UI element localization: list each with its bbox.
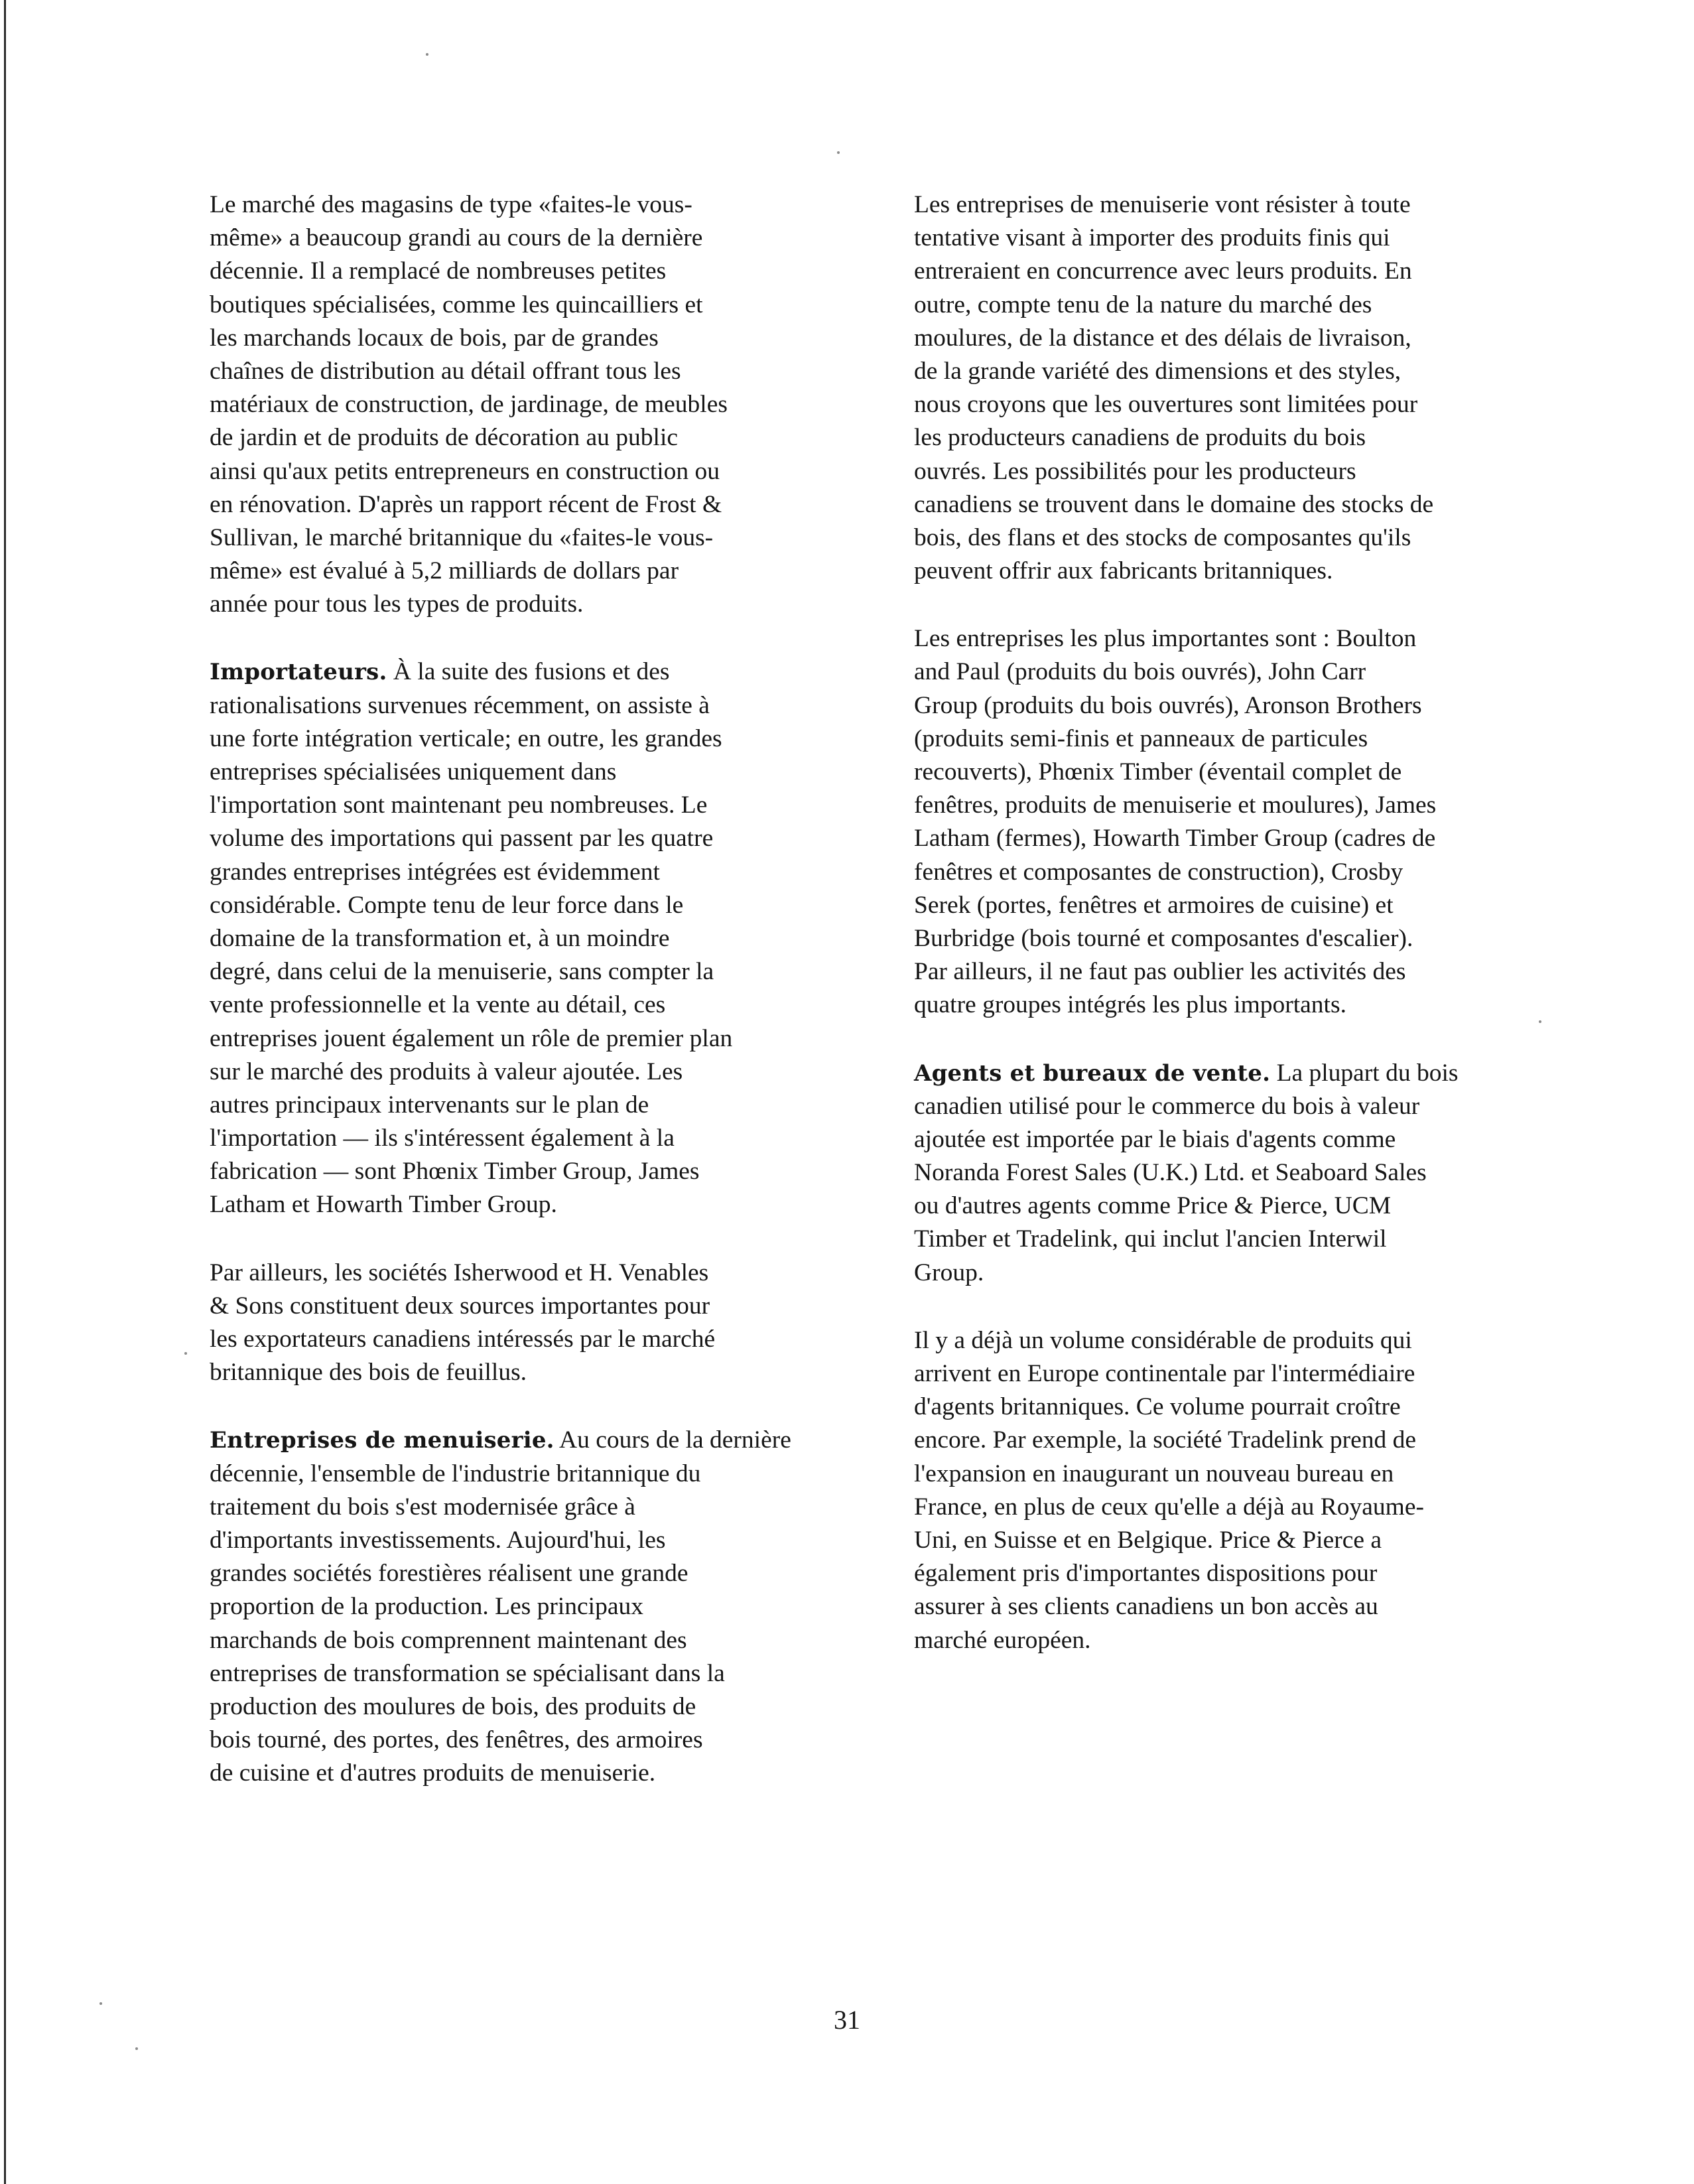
text-line: l'expansion en inaugurant un nouveau bureau en [914, 1460, 1394, 1487]
text-line: Uni, en Suisse et en Belgique. Price & Pierce a [914, 1526, 1382, 1554]
text-line: considérable. Compte tenu de leur force dans le [210, 891, 684, 919]
scan-speck [837, 151, 840, 154]
text-line: fenêtres et composantes de construction), Crosby [914, 858, 1403, 886]
text-line: Serek (portes, fenêtres et armoires de cuisine) et [914, 891, 1394, 919]
text-line: marchands de bois comprennent maintenant des [210, 1626, 687, 1654]
text-line: entreprises spécialisées uniquement dans [210, 758, 617, 785]
text-line: domaine de la transformation et, à un moindre [210, 924, 670, 952]
text-line: marché européen. [914, 1626, 1091, 1654]
scan-speck [135, 2047, 138, 2050]
text-line: sur le marché des produits à valeur ajoutée. Les [210, 1058, 683, 1085]
scan-speck [426, 53, 428, 56]
text-line: Le marché des magasins de type «faites-le vous- [210, 191, 692, 218]
text-line: Group (produits du bois ouvrés), Aronson Brothers [914, 691, 1422, 719]
text-line: ainsi qu'aux petits entrepreneurs en construction ou [210, 457, 720, 485]
text-line: entreprises de transformation se spécialisant dans la [210, 1659, 725, 1687]
text-line: peuvent offrir aux fabricants britanniques. [914, 557, 1333, 585]
text-line: les exportateurs canadiens intéressés par le marché [210, 1326, 716, 1353]
section-heading: Entreprises de menuiserie. [210, 1427, 554, 1454]
text-line: Timber et Tradelink, qui inclut l'ancien Interwil [914, 1225, 1387, 1253]
paragraph [210, 188, 826, 621]
text-line: France, en plus de ceux qu'elle a déjà au Royaume- [914, 1493, 1424, 1521]
text-line: également pris d'importantes dispositions pour [914, 1560, 1378, 1588]
text-line: les marchands locaux de bois, par de grandes [210, 324, 659, 352]
text-line: bois tourné, des portes, des fenêtres, des armoires [210, 1726, 703, 1754]
text-line: grandes entreprises intégrées est évidemment [210, 858, 660, 886]
text-line-content: À la suite des fusions et des [387, 658, 670, 686]
text-line: entreprises jouent également un rôle de premier plan [210, 1024, 733, 1052]
paragraph [914, 1057, 1537, 1290]
paragraph [210, 655, 826, 1221]
text-line: recouverts), Phœnix Timber (éventail complet de [914, 758, 1402, 785]
paragraph [914, 622, 1537, 1022]
text-line: ajoutée est importée par le biais d'agents comme [914, 1125, 1396, 1153]
text-line-content: La plupart du bois [1270, 1059, 1459, 1087]
scan-edge [4, 0, 6, 2184]
text-line: chaînes de distribution au détail offrant tous les [210, 357, 681, 385]
text-line: boutiques spécialisées, comme les quincailliers et [210, 291, 703, 318]
section-heading: Agents et bureaux de vente. [914, 1059, 1271, 1087]
text-line: ou d'autres agents comme Price & Pierce, UCM [914, 1192, 1392, 1220]
text-line: Latham et Howarth Timber Group. [210, 1191, 557, 1219]
text-line: fenêtres, produits de menuiserie et moulures), James [914, 791, 1437, 819]
text-line: traitement du bois s'est modernisée grâce à [210, 1493, 635, 1521]
text-line: outre, compte tenu de la nature du marché des [914, 291, 1372, 318]
text-line: rationalisations survenues récemment, on assiste à [210, 691, 710, 719]
text-line: décennie. Il a remplacé de nombreuses petites [210, 257, 667, 285]
text-line: britannique des bois de feuillus. [210, 1359, 527, 1387]
text-line: nous croyons que les ouvertures sont limitées pour [914, 391, 1418, 419]
text-line: canadien utilisé pour le commerce du bois à valeur [914, 1092, 1420, 1120]
text-line: autres principaux intervenants sur le plan de [210, 1091, 649, 1119]
paragraph [914, 1324, 1537, 1657]
text-line: arrivent en Europe continentale par l'intermédiaire [914, 1360, 1415, 1387]
text-line: degré, dans celui de la menuiserie, sans compter la [210, 958, 714, 986]
text-line [914, 1057, 1537, 1090]
text-line: (produits semi-finis et panneaux de particules [914, 724, 1368, 752]
text-line: bois, des flans et des stocks de composantes qu'ils [914, 523, 1411, 551]
text-line: volume des importations qui passent par les quatre [210, 825, 714, 853]
text-line: Noranda Forest Sales (U.K.) Ltd. et Seaboard Sales [914, 1159, 1427, 1187]
text-line: encore. Par exemple, la société Tradelink prend de [914, 1426, 1417, 1454]
text-line: même» est évalué à 5,2 milliards de dollars par [210, 557, 679, 585]
text-line: de jardin et de produits de décoration au public [210, 424, 679, 452]
text-line: and Paul (produits du bois ouvrés), John Carr [914, 658, 1366, 686]
text-line: de la grande variété des dimensions et des styles, [914, 357, 1401, 385]
section-heading: Importateurs. [210, 659, 387, 686]
text-line-content: Au cours de la dernière [554, 1426, 791, 1454]
text-line: Les entreprises les plus importantes sont : Boulton [914, 625, 1417, 653]
text-line: matériaux de construction, de jardinage, de meubles [210, 391, 728, 419]
text-line: une forte intégration verticale; en outre, les grandes [210, 724, 722, 752]
paragraph [914, 188, 1537, 588]
page-number: 31 [834, 2005, 860, 2035]
text-line: canadiens se trouvent dans le domaine des stocks de [914, 490, 1434, 518]
text-line: les producteurs canadiens de produits du bois [914, 424, 1366, 452]
text-line: vente professionnelle et la vente au détail, ces [210, 991, 666, 1019]
text-line [210, 1424, 826, 1457]
text-line: fabrication — sont Phœnix Timber Group, James [210, 1158, 700, 1186]
text-line: Par ailleurs, il ne faut pas oublier les activités des [914, 958, 1406, 986]
right-column [914, 188, 1537, 1692]
text-line: l'importation sont maintenant peu nombreuses. Le [210, 791, 708, 819]
text-line: Les entreprises de menuiserie vont résister à toute [914, 191, 1411, 218]
text-line: en rénovation. D'après un rapport récent de Frost & [210, 490, 722, 518]
text-line: l'importation — ils s'intéressent également à la [210, 1125, 675, 1152]
left-column [210, 188, 826, 1824]
text-line: année pour tous les types de produits. [210, 590, 584, 618]
text-line: entreraient en concurrence avec leurs produits. En [914, 257, 1412, 285]
text-line: même» a beaucoup grandi au cours de la dernière [210, 224, 703, 252]
paragraph [210, 1257, 826, 1390]
text-line: de cuisine et d'autres produits de menuiserie. [210, 1759, 656, 1787]
text-line: Sullivan, le marché britannique du «faites-le vous- [210, 523, 714, 551]
text-line: production des moulures de bois, des produits de [210, 1692, 696, 1720]
text-line: & Sons constituent deux sources importantes pour [210, 1292, 710, 1320]
text-line [210, 655, 826, 689]
scan-speck [1539, 1020, 1541, 1023]
text-line: décennie, l'ensemble de l'industrie britannique du [210, 1460, 701, 1487]
scan-speck [184, 1352, 187, 1355]
text-line: moulures, de la distance et des délais de livraison, [914, 324, 1411, 352]
text-line: proportion de la production. Les principaux [210, 1593, 643, 1621]
paragraph [210, 1424, 826, 1790]
text-line: Group. [914, 1259, 984, 1286]
text-line: Il y a déjà un volume considérable de produits qui [914, 1326, 1412, 1354]
text-line: quatre groupes intégrés les plus importants. [914, 991, 1346, 1019]
text-line: Par ailleurs, les sociétés Isherwood et H. Venables [210, 1259, 709, 1286]
text-line: d'importants investissements. Aujourd'hui, les [210, 1526, 666, 1554]
text-line: assurer à ses clients canadiens un bon accès au [914, 1593, 1378, 1621]
text-line: ouvrés. Les possibilités pour les producteurs [914, 457, 1356, 485]
text-line: Latham (fermes), Howarth Timber Group (cadres de [914, 825, 1436, 853]
text-line: Burbridge (bois tourné et composantes d'escalier). [914, 924, 1413, 952]
text-line: d'agents britanniques. Ce volume pourrait croître [914, 1393, 1401, 1421]
text-line: grandes sociétés forestières réalisent une grande [210, 1560, 688, 1588]
text-line: tentative visant à importer des produits finis qui [914, 224, 1390, 252]
